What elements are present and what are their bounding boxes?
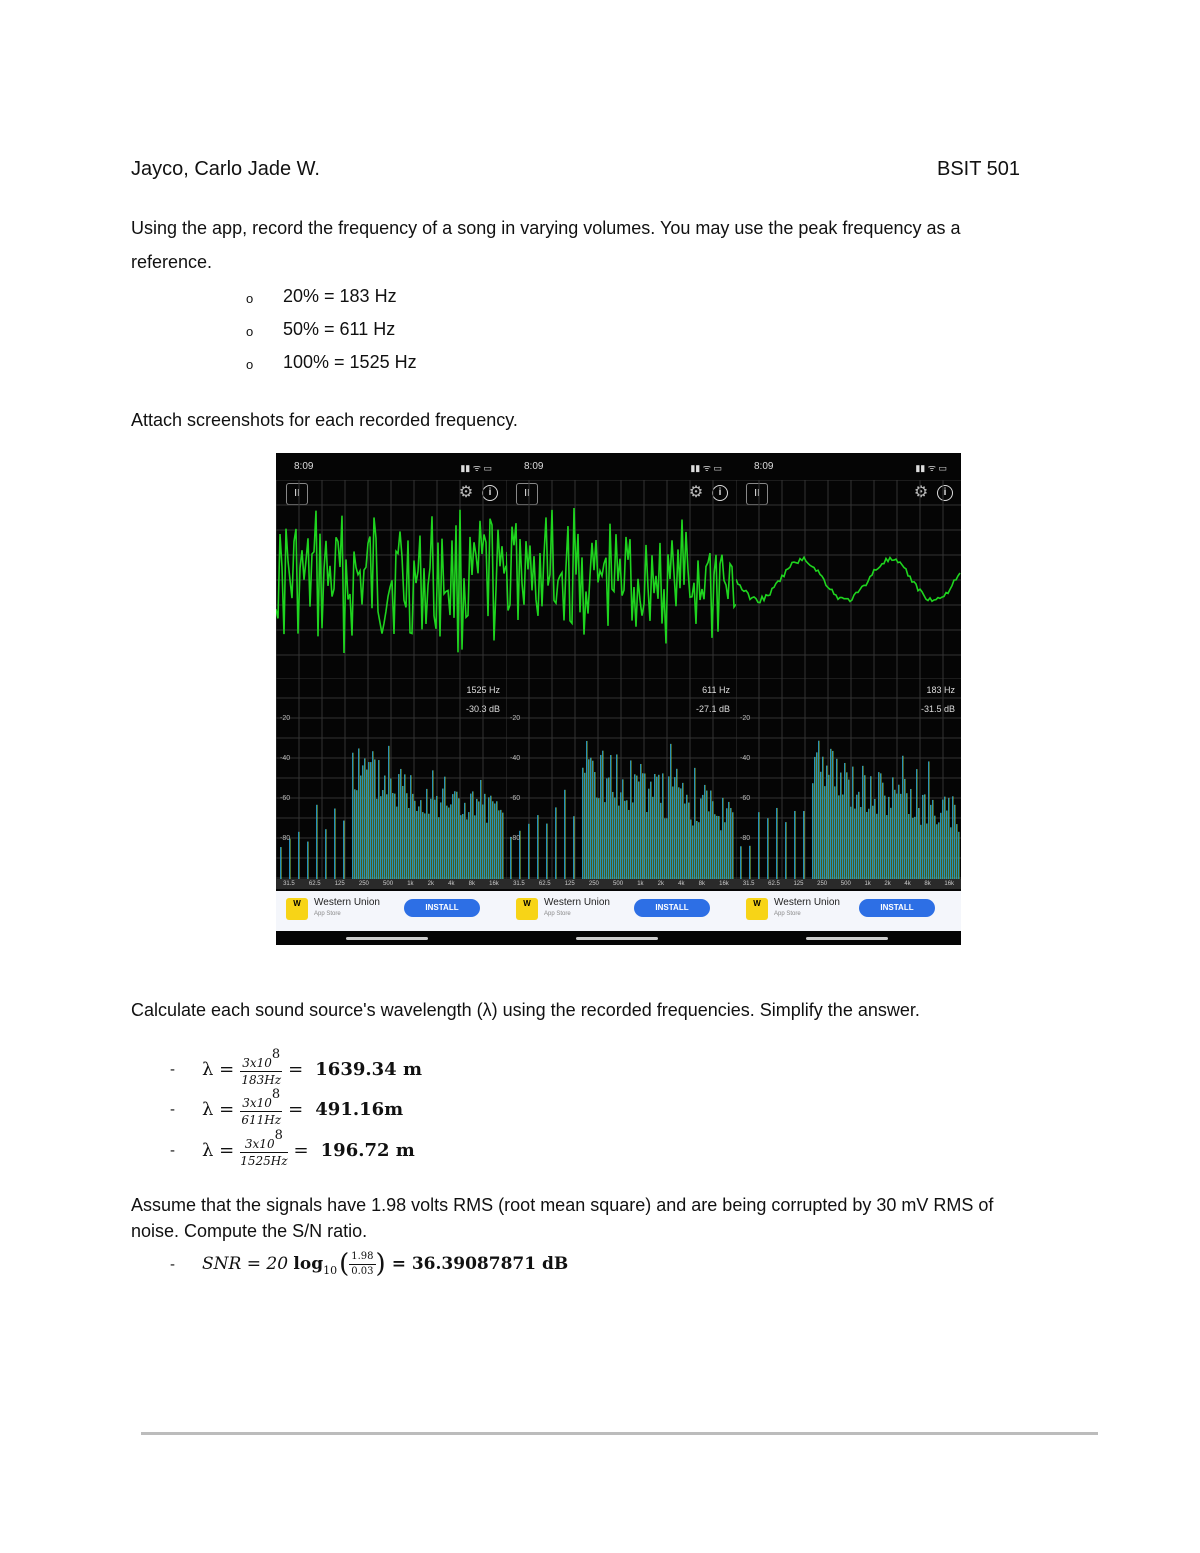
frequency-tick: 4k: [678, 881, 685, 887]
home-indicator: [576, 937, 658, 940]
wavelength-prompt: Calculate each sound source's wavelength (λ) using the recorded frequencies. Simplify the answer.: [131, 1000, 920, 1020]
fraction: $\frac{3x10^8}{183Hz}$: [241, 1046, 282, 1087]
screenshot-183hz: [736, 453, 961, 945]
waveform: [506, 480, 736, 680]
wavelength-equation-1525: [170, 1127, 415, 1168]
equals-sign: =: [288, 1098, 304, 1120]
peak-level: -30.3 dB: [465, 704, 500, 714]
list-dash: -: [170, 1141, 175, 1159]
lambda-label: λ =: [202, 1139, 235, 1161]
clock: 8:09: [754, 461, 774, 472]
frequency-tick: 16k: [719, 881, 729, 887]
fraction: $\frac{3x10^8}{611Hz}$: [241, 1086, 282, 1127]
frequency-tick: 125: [564, 881, 575, 887]
ad-app-name: Western Union: [774, 897, 840, 908]
frequency-tick: 250: [817, 881, 828, 887]
pause-button[interactable]: II: [746, 483, 768, 505]
ad-store-label: App Store: [774, 911, 801, 917]
waveform: [736, 480, 961, 680]
snr-equation: [170, 1246, 568, 1282]
status-bar: [276, 453, 506, 481]
db-tick: -20: [740, 715, 751, 722]
pause-button[interactable]: II: [516, 483, 538, 505]
western-union-logo: W: [516, 898, 538, 920]
ad-banner[interactable]: [506, 891, 736, 931]
bullet-marker: o: [246, 291, 254, 306]
frequency-tick: 1k: [407, 881, 414, 887]
bullet-marker: o: [246, 357, 254, 372]
instruction-line-2: reference.: [131, 252, 213, 272]
frequency-tick: 250: [588, 881, 599, 887]
student-name: Jayco, Carlo Jade W.: [131, 158, 320, 180]
ad-banner[interactable]: [736, 891, 961, 931]
bullet-marker: o: [246, 324, 254, 339]
frequency-tick: 62.5: [768, 881, 780, 887]
western-union-logo: W: [286, 898, 308, 920]
lambda-label: λ =: [202, 1058, 235, 1080]
wavelength-equation-611: [170, 1086, 404, 1127]
peak-level: -27.1 dB: [695, 704, 730, 714]
db-tick: -80: [740, 835, 751, 842]
db-tick: -40: [510, 755, 521, 762]
western-union-logo: W: [746, 898, 768, 920]
db-tick: -40: [740, 755, 751, 762]
db-tick: -60: [740, 795, 751, 802]
log-label: log: [293, 1254, 324, 1274]
frequency-tick: 2k: [884, 881, 891, 887]
waveform: [276, 480, 506, 680]
pause-button[interactable]: II: [286, 483, 308, 505]
snr-prompt-line-1: Assume that the signals have 1.98 volts RMS (root mean square) and are being corrupted by 30 mV RMS of: [131, 1195, 994, 1215]
info-icon[interactable]: i: [712, 485, 728, 501]
install-button[interactable]: INSTALL: [404, 899, 480, 917]
frequency-tick: 8k: [698, 881, 705, 887]
course-code: BSIT 501: [937, 158, 1021, 180]
ad-banner[interactable]: [276, 891, 506, 931]
list-dash: -: [170, 1100, 175, 1118]
frequency-tick: 2k: [657, 881, 665, 887]
gear-icon[interactable]: ⚙: [688, 484, 704, 501]
ad-store-label: App Store: [314, 911, 341, 917]
db-tick: -80: [280, 835, 291, 842]
home-indicator: [346, 937, 428, 940]
db-tick: -80: [510, 835, 521, 842]
attach-instruction: Attach screenshots for each recorded frequency.: [131, 410, 518, 430]
info-icon[interactable]: i: [937, 485, 953, 501]
status-bar: [736, 453, 961, 481]
frequency-tick: 31.5: [513, 881, 525, 887]
wavelength-result: 196.72 m: [320, 1139, 415, 1161]
ad-store-label: App Store: [544, 911, 571, 917]
frequency-tick: 4k: [448, 881, 455, 887]
bullet-100-percent: 100% = 1525 Hz: [283, 352, 417, 372]
gear-icon[interactable]: ⚙: [458, 484, 474, 501]
peak-frequency: 1525 Hz: [466, 685, 500, 695]
signal-battery-icon: ▮▮ ᯤ ▭: [690, 463, 722, 473]
screenshot-611hz: [506, 453, 736, 945]
clock: 8:09: [294, 461, 314, 472]
frequency-tick: 4k: [904, 881, 911, 887]
frequency-tick: 250: [358, 881, 369, 887]
frequency-tick: 125: [793, 881, 804, 887]
bullet-20-percent: 20% = 183 Hz: [283, 286, 397, 306]
gear-icon[interactable]: ⚙: [913, 484, 929, 501]
info-icon[interactable]: i: [482, 485, 498, 501]
db-tick: -20: [510, 715, 521, 722]
wavelength-equation-183: [170, 1046, 422, 1087]
close-paren: ): [375, 1249, 386, 1279]
open-paren: (: [339, 1249, 350, 1279]
frequency-tick: 16k: [489, 881, 499, 887]
footer-divider: [141, 1432, 1098, 1435]
lambda-label: λ =: [202, 1098, 235, 1120]
list-dash: -: [170, 1060, 175, 1078]
frequency-tick: 16k: [944, 881, 955, 887]
peak-frequency: 183 Hz: [926, 685, 955, 695]
equals-sign: =: [288, 1058, 304, 1080]
frequency-tick: 2k: [427, 881, 435, 887]
frequency-axis: [736, 879, 961, 889]
signal-battery-icon: ▮▮ ᯤ ▭: [460, 463, 492, 473]
db-tick: -60: [510, 795, 521, 802]
signal-battery-icon: ▮▮ ᯤ ▭: [915, 463, 947, 473]
snr-lhs: SNR = 20: [202, 1254, 294, 1274]
frequency-axis: [506, 879, 736, 889]
frequency-tick: 500: [383, 881, 394, 887]
frequency-tick: 125: [334, 881, 345, 887]
frequency-tick: 500: [840, 881, 851, 887]
fraction: $\frac{3x10^8}{1525Hz}$: [240, 1127, 288, 1168]
wavelength-result: 1639.34 m: [315, 1058, 422, 1080]
peak-level: -31.5 dB: [920, 704, 955, 714]
frequency-tick: 31.5: [283, 881, 295, 887]
install-button[interactable]: INSTALL: [634, 899, 710, 917]
list-dash: -: [170, 1255, 175, 1273]
frequency-tick: 62.5: [308, 881, 321, 887]
screenshot-1525hz: [276, 453, 506, 945]
frequency-tick: 1k: [637, 881, 644, 887]
frequency-tick: 62.5: [538, 881, 551, 887]
snr-prompt-line-2: noise. Compute the S/N ratio.: [131, 1221, 368, 1241]
frequency-axis: [276, 879, 506, 889]
db-tick: -20: [280, 715, 291, 722]
snr-fraction: $\frac{1.98}{0.03}$: [351, 1250, 374, 1277]
home-indicator: [806, 937, 888, 940]
bullet-50-percent: 50% = 611 Hz: [283, 319, 396, 339]
frequency-tick: 8k: [468, 881, 475, 887]
frequency-tick: 1k: [864, 881, 871, 887]
db-tick: -60: [280, 795, 291, 802]
frequency-tick: 8k: [924, 881, 931, 887]
status-bar: [506, 453, 736, 481]
db-tick: -40: [280, 755, 291, 762]
frequency-tick: 31.5: [742, 881, 755, 887]
instruction-line-1: Using the app, record the frequency of a song in varying volumes. You may use the peak frequency as a: [131, 218, 961, 238]
equals-sign: =: [293, 1139, 309, 1161]
clock: 8:09: [524, 461, 544, 472]
frequency-tick: 500: [613, 881, 624, 887]
wavelength-result: 491.16m: [315, 1098, 404, 1120]
snr-result: = 36.39087871 dB: [391, 1254, 569, 1274]
ad-app-name: Western Union: [314, 897, 380, 908]
log-base: 10: [323, 1263, 338, 1277]
peak-frequency: 611 Hz: [702, 685, 730, 695]
ad-app-name: Western Union: [544, 897, 610, 908]
install-button[interactable]: INSTALL: [859, 899, 935, 917]
